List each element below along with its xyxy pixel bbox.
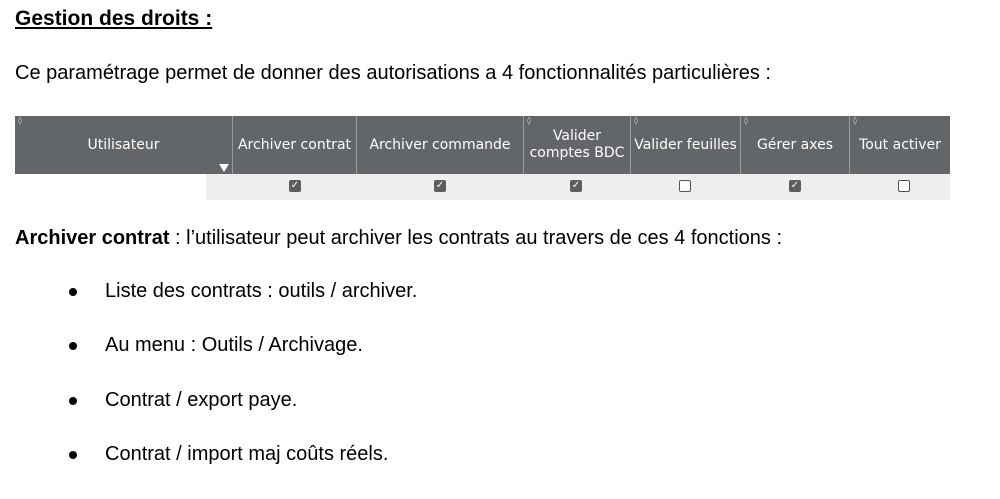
column-header-label: Archiver commande	[369, 136, 511, 153]
list-item-text: Contrat / export paye.	[105, 389, 298, 411]
list-item	[0, 278, 700, 308]
list-item	[0, 441, 700, 471]
column-header-archiver-commande[interactable]	[357, 116, 524, 174]
bullet-icon	[69, 288, 77, 296]
list-item-text: Au menu : Outils / Archivage.	[105, 334, 363, 356]
list-item-text: Contrat / import maj coûts réels.	[105, 443, 389, 465]
description-paragraph	[15, 227, 782, 250]
page-heading: Gestion des droits :	[15, 7, 213, 30]
bullet-icon	[69, 397, 77, 405]
column-header-label: Utilisateur	[87, 136, 160, 153]
checkbox-archiver-commande[interactable]: ✓	[435, 180, 445, 191]
sort-icon[interactable]: ◊	[18, 116, 22, 125]
column-header-valider-feuilles[interactable]	[631, 116, 741, 174]
sort-icon[interactable]: ◊	[853, 116, 857, 125]
column-header-archiver-contrat[interactable]	[233, 116, 357, 174]
list-item	[0, 332, 700, 362]
column-header-tout-activer[interactable]	[850, 116, 950, 174]
column-header-valider-comptes-bdc[interactable]	[524, 116, 631, 174]
filter-icon[interactable]	[219, 164, 229, 172]
description-term: Archiver contrat	[15, 227, 170, 249]
checkbox-valider-comptes-bdc[interactable]: ✓	[571, 180, 581, 191]
checkbox-valider-feuilles[interactable]	[679, 180, 691, 192]
sort-icon[interactable]: ◊	[634, 116, 638, 125]
checkbox-archiver-contrat[interactable]: ✓	[290, 180, 300, 191]
table-header	[15, 116, 950, 174]
rights-table	[15, 116, 950, 200]
sort-icon[interactable]: ◊	[744, 116, 748, 125]
description-text: : l’utilisateur peut archiver les contrats au travers de ces 4 fonctions :	[169, 227, 783, 249]
table-row	[206, 174, 950, 200]
column-header-gerer-axes[interactable]	[741, 116, 850, 174]
column-header-label: Valider feuilles	[634, 136, 737, 153]
intro-text: Ce paramétrage permet de donner des autorisations a 4 fonctionnalités particulières :	[15, 62, 771, 84]
checkbox-tout-activer[interactable]	[898, 180, 910, 192]
column-header-label: Gérer axes	[756, 136, 834, 153]
column-header-label: Valider comptes BDC	[529, 128, 625, 161]
column-header-label: Tout activer	[859, 136, 941, 153]
bullet-icon	[69, 451, 77, 459]
column-header-label: Archiver contrat	[237, 136, 352, 153]
list-item	[0, 387, 700, 417]
sort-icon[interactable]: ◊	[527, 116, 531, 125]
bullet-icon	[69, 342, 77, 350]
column-header-utilisateur[interactable]	[15, 116, 233, 174]
checkbox-gerer-axes[interactable]: ✓	[790, 180, 800, 191]
list-item-text: Liste des contrats : outils / archiver.	[105, 280, 418, 302]
